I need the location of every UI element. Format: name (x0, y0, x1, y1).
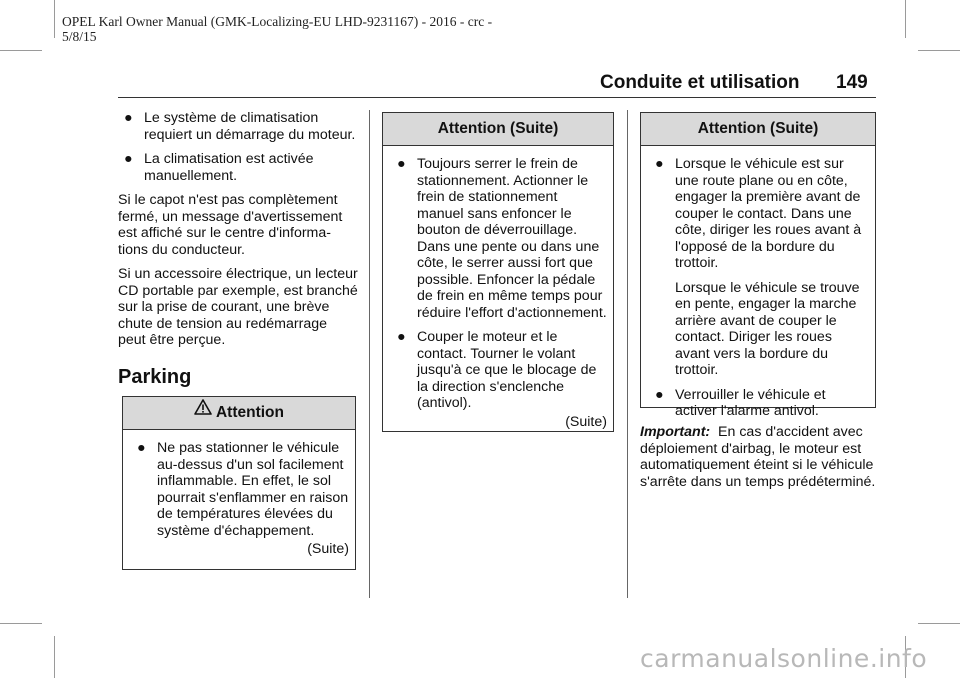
important-label: Important: (640, 424, 711, 440)
important-note (640, 424, 876, 490)
column-divider (627, 110, 628, 598)
bullet-list (649, 156, 869, 272)
attention-box (122, 396, 356, 570)
list-item: ● La climatisation est activée manuellement. (124, 151, 314, 184)
bullet-icon: ● (397, 156, 406, 172)
crop-mark (0, 623, 42, 624)
crop-mark (54, 0, 55, 38)
bullet-list (649, 387, 869, 420)
warning-triangle-icon (194, 395, 212, 427)
attention-box-body (383, 146, 613, 438)
paragraph: Lorsque le véhicule se trouve en pente, engager la marche arrière avant de couper le contact. Diriger les roues avant vers la bordure du trottoir. (675, 279, 860, 378)
list-item: ● Lorsque le véhicule est sur une route plane ou en côte, engager la première avant de couper le contact. Dans une côte, diriger les roues avant à l'opposé de la bordure du trottoir. (655, 156, 862, 271)
important-text: En cas d'accident avec déploiement d'airbag, le moteur est automatiquement éteint si le véhicule s'arrête dans un temps prédéterminé. (640, 424, 876, 490)
bullet-list (118, 110, 358, 184)
list-item: ● Couper le moteur et le contact. Tourner le volant jusqu'à ce que le blocage de la direction s'enclenche (antivol). (397, 329, 597, 411)
list-item: ● Verrouiller le véhicule et activer l'alarme antivol. (655, 386, 826, 419)
bullet-icon: ● (124, 110, 133, 126)
crop-mark (54, 636, 55, 678)
bullet-list (131, 440, 349, 539)
watermark: carmanualsonline.info (640, 644, 928, 673)
bullet-icon: ● (397, 329, 406, 345)
paragraph: Si un accessoire électrique, un lecteur CD portable par exemple, est branché sur la prise de courant, une brève chute de tension au redémarrage peut être perçue. (118, 266, 358, 348)
attention-box-header (123, 397, 355, 430)
bullet-icon: ● (124, 151, 133, 167)
attention-box-body (641, 146, 875, 428)
bullet-icon: ● (137, 440, 146, 456)
attention-box (382, 112, 614, 432)
bullet-list (391, 156, 607, 412)
continued-label: (Suite) (307, 541, 349, 557)
column-divider (369, 110, 370, 598)
attention-title: Attention (215, 404, 284, 422)
attention-box (640, 112, 876, 419)
attention-box-header: Attention (Suite) (641, 113, 875, 146)
bullet-icon: ● (655, 386, 664, 403)
document-meta-line2: 5/8/15 (62, 29, 97, 44)
continued-label: (Suite) (565, 413, 607, 430)
column-1 (118, 110, 358, 357)
crop-mark (918, 623, 960, 624)
header-rule (118, 97, 876, 98)
crop-mark (0, 50, 42, 51)
attention-box-header: Attention (Suite) (383, 113, 613, 146)
document-meta (62, 14, 582, 44)
bullet-icon: ● (655, 156, 664, 172)
document-meta-line1: OPEL Karl Owner Manual (GMK-Localizing-EU LHD-9231167) - 2016 - crc - (62, 14, 493, 29)
page-number: 149 (836, 72, 868, 93)
list-item: ● Le système de climatisation requiert un démarrage du moteur. (124, 110, 356, 143)
list-item: ● Toujours serrer le frein de stationnement. Actionner le frein de stationnement manuel sans enfoncer le bouton de déverrouillage. Dans une pente ou dans une côte, le serrer aussi fort que possible. Enfoncer la pédale de frein en même temps pour réduire l'effort d'actionnement. (397, 156, 607, 321)
paragraph: Si le capot n'est pas complètement fermé, un message d'avertissement est affiché sur le centre d'informa-tions du conducteur. (118, 192, 343, 258)
crop-mark (918, 50, 960, 51)
attention-box-body (123, 430, 355, 566)
section-title: Conduite et utilisation (600, 72, 800, 93)
list-item: ● Ne pas stationner le véhicule au-dessus d'un sol facilement inflammable. En effet, le sol pourrait s'enflammer en raison de températures élevées du système d'échappement. (137, 440, 349, 539)
crop-mark (905, 0, 906, 38)
section-heading: Parking (118, 366, 192, 388)
